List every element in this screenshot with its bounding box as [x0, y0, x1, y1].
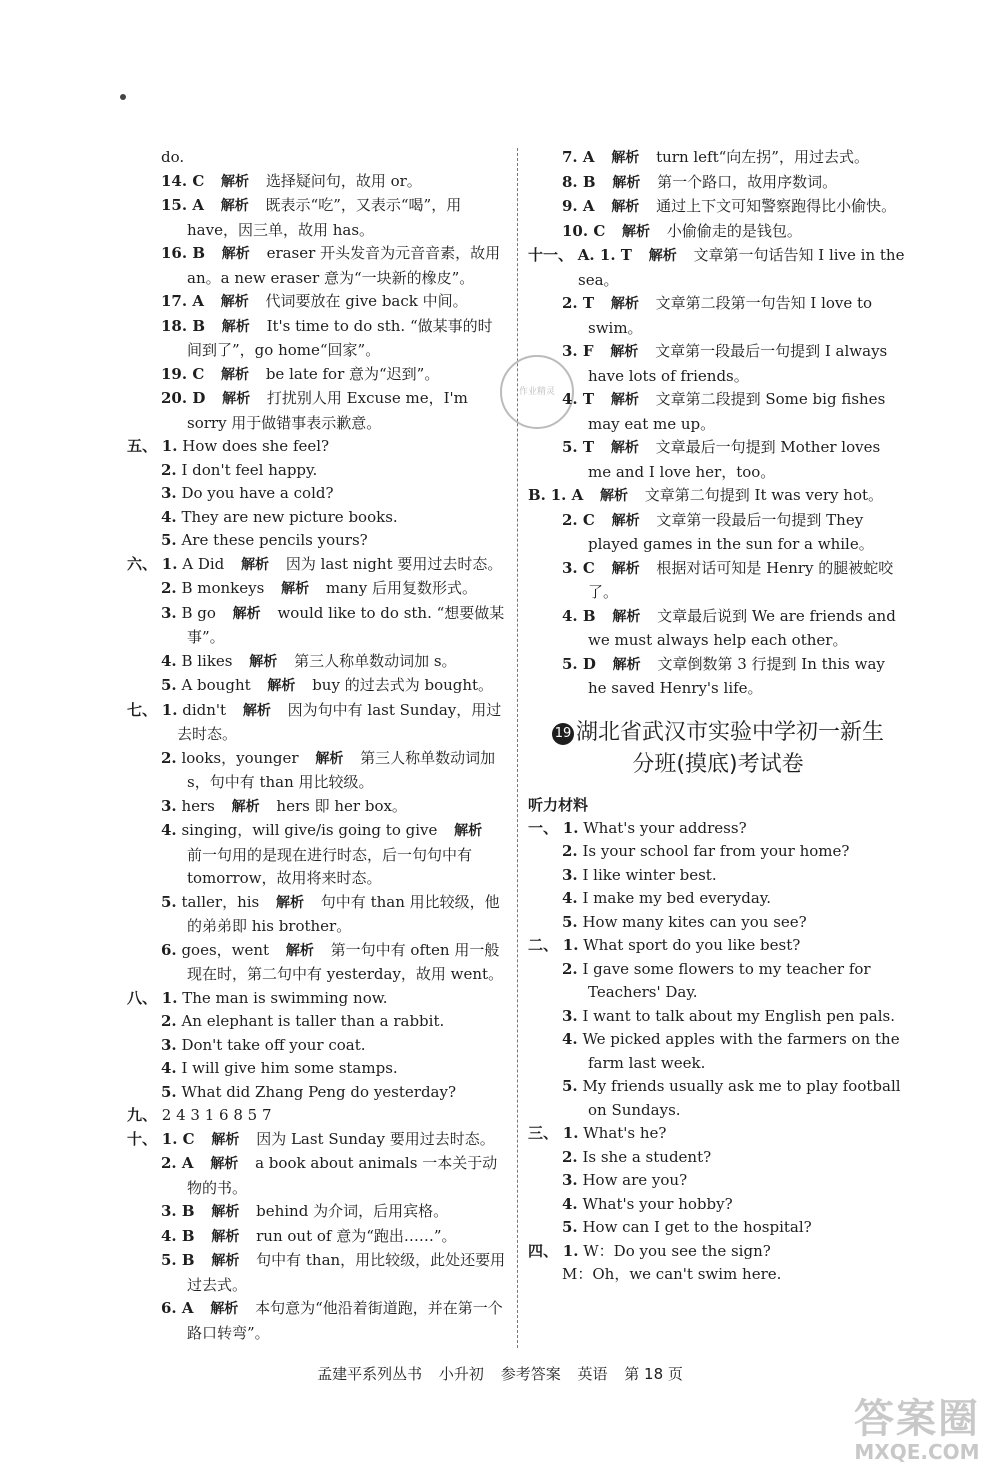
listening-list: [528, 817, 908, 1287]
analysis-text: 通过上下文可知警察跑得比小偷快。: [656, 197, 897, 215]
analysis-text: 文章第二段提到 Some big fishes may eat me up。: [588, 390, 886, 433]
analysis-label: 解析: [241, 556, 270, 573]
answer-number: 5.: [161, 1082, 177, 1101]
answer-item: [127, 1225, 507, 1250]
answer-number: 3. C: [562, 558, 595, 577]
analysis-text: 文章最后说到 We are friends and we must always help each other。: [588, 606, 896, 649]
analysis-text: 文章第一句话告知 I live in the sea。: [578, 246, 905, 289]
answer-text: I gave some flowers to my teacher for Teachers' Day.: [582, 959, 871, 1001]
answer-item: [528, 887, 908, 911]
answer-number: 2.: [161, 579, 177, 597]
answer-text: I want to talk about my English pen pals.: [582, 1006, 895, 1025]
left-column: [127, 146, 507, 1345]
answer-text: The man is swimming now.: [182, 988, 388, 1007]
analysis-label: 解析: [611, 150, 640, 166]
answer-section-label: 九、: [127, 1106, 158, 1124]
answer-text: didn't: [182, 700, 227, 719]
analysis-label: 解析: [211, 1204, 240, 1220]
answer-number: 2.: [161, 748, 177, 767]
answer-item: [528, 1193, 908, 1217]
column-divider: [517, 148, 519, 1348]
answer-section-label: 五、: [127, 437, 158, 455]
answer-item: [528, 436, 908, 484]
analysis-label: 解析: [221, 366, 250, 383]
answer-text: How many kites can you see?: [582, 912, 807, 931]
answer-item: [528, 388, 908, 436]
answer-item: [127, 1297, 507, 1345]
analysis-label: 解析: [611, 560, 640, 577]
answer-text: I like winter best.: [582, 865, 717, 884]
answer-text: singing，will give/is going to give: [181, 821, 438, 839]
listening-heading: 听力材料: [528, 795, 589, 814]
analysis-text: eraser 开头发音为元音音素，故用 an。a new eraser 意为“一块新的橡皮”。: [187, 244, 501, 287]
answer-number: 4.: [562, 889, 578, 907]
analysis-label: 解析: [611, 512, 640, 529]
footer-series: 孟建平系列丛书: [317, 1365, 423, 1383]
analysis-label: 解析: [221, 318, 250, 335]
answer-text: I will give him some stamps.: [181, 1059, 398, 1077]
answer-section-label: 七、: [127, 700, 158, 719]
answer-text: Is your school far from your home?: [582, 842, 850, 860]
answer-item: [127, 819, 507, 891]
answer-number: 4.: [161, 651, 177, 670]
answer-number: 1.: [562, 936, 579, 954]
analysis-text: 文章最后一句提到 Mother loves me and I love her，too。: [588, 438, 881, 481]
analysis-text: 第一句中有 often 用一般现在时，第二句中有 yesterday，故用 went。: [187, 940, 504, 983]
analysis-label: 解析: [612, 608, 641, 625]
footer-kind: 参考答案: [500, 1365, 561, 1383]
answer-number: 2.: [562, 959, 578, 978]
analysis-text: 前一句用的是现在进行时态，后一句句中有 tomorrow，故用将来时态。: [187, 845, 473, 887]
analysis-label: 解析: [285, 942, 314, 959]
analysis-text: many 后用复数形式。: [325, 579, 477, 597]
analysis-text: 文章倒数第 3 行提到 In this way he saved Henry's life。: [588, 654, 885, 697]
analysis-text: turn left“向左拐”，用过去式。: [656, 148, 869, 166]
analysis-label: 解析: [610, 392, 639, 408]
analysis-text: run out of 意为“跑出……”。: [256, 1226, 457, 1245]
answer-item: [127, 170, 507, 195]
answer-section-label: 十一、: [528, 246, 574, 264]
answer-text: How does she feel?: [182, 437, 330, 455]
answer-number: 4. T: [562, 390, 595, 408]
answer-number: 4.: [562, 1194, 578, 1213]
answer-text: What's your hobby?: [582, 1194, 733, 1213]
answer-section-label: 二、: [528, 936, 559, 954]
analysis-label: 解析: [221, 246, 250, 262]
answer-item: [127, 387, 507, 435]
analysis-label: 解析: [612, 656, 641, 673]
analysis-label: 解析: [281, 581, 310, 597]
answer-text: What's he?: [583, 1124, 667, 1142]
analysis-label: 解析: [610, 344, 639, 360]
answer-number: 4.: [161, 507, 177, 526]
answer-number: 2. C: [562, 510, 595, 529]
answer-number: 10. C: [562, 221, 606, 240]
analysis-text: 打扰别人用 Excuse me，I'm sorry 用于做错事表示歉意。: [187, 389, 468, 432]
answer-item: [127, 242, 507, 290]
answer-section-label: 十、: [127, 1129, 158, 1148]
answer-number: 5. D: [562, 654, 596, 673]
answer-number: 4.: [161, 821, 177, 839]
analysis-label: 解析: [276, 894, 305, 911]
answer-item: [528, 817, 908, 841]
answer-number: 1.: [161, 700, 178, 719]
answer-number: 17. A: [161, 292, 204, 310]
answer-item: [127, 1034, 507, 1058]
analysis-text: It's time to do sth. “做某事的时间到了”，go home“回家”。: [187, 316, 493, 359]
answer-number: 2.: [562, 1147, 578, 1166]
answer-section-label: 四、: [528, 1241, 559, 1260]
answer-item: [528, 934, 908, 958]
answer-text: I make my bed everyday.: [582, 889, 772, 907]
analysis-text: 因为 last night 要用过去时态。: [285, 554, 503, 573]
analysis-label: 解析: [222, 391, 251, 407]
answer-item: [127, 1010, 507, 1034]
watermark-logo: [854, 1397, 980, 1463]
answer-number: 5.: [161, 676, 177, 694]
answer-text: A bought: [181, 676, 251, 694]
scan-dot: [120, 94, 126, 100]
answer-text: What's your address?: [583, 818, 747, 837]
analysis-label: 解析: [210, 1301, 239, 1317]
answer-number: 3.: [161, 796, 177, 815]
answer-item: [127, 987, 507, 1011]
answer-number: 5. B: [161, 1251, 195, 1269]
answer-item: [528, 509, 908, 557]
answer-number: 18. B: [161, 316, 205, 335]
answer-number: 1.: [562, 1241, 579, 1260]
answer-item: [528, 1169, 908, 1193]
answer-number: 3.: [562, 865, 578, 884]
analysis-label: 解析: [612, 174, 641, 191]
analysis-label: 解析: [648, 248, 677, 264]
analysis-label: 解析: [220, 198, 249, 214]
answer-text: 2 4 3 1 6 8 5 7: [161, 1106, 272, 1124]
answer-item: [528, 1028, 908, 1075]
analysis-text: 文章第一段最后一句提到 I always have lots of friends。: [588, 342, 888, 385]
answer-number: 20. D: [161, 389, 206, 407]
answer-number: 5.: [161, 892, 177, 911]
answer-item: [127, 795, 507, 820]
analysis-text: 根据对话可知是 Henry 的腿被蛇咬了。: [588, 558, 894, 601]
answer-item: [127, 194, 507, 242]
answer-item: [127, 146, 507, 170]
analysis-text: a book about animals 一本关于动物的书。: [187, 1154, 498, 1197]
answer-number: 5. T: [562, 438, 595, 456]
analysis-label: 解析: [231, 798, 260, 815]
answer-number: 16. B: [161, 244, 205, 262]
answer-number: 4. B: [562, 606, 596, 625]
answer-text: They are new picture books.: [181, 507, 398, 526]
answer-item: [528, 911, 908, 935]
answer-number: 5.: [562, 912, 578, 931]
answer-item: [127, 602, 507, 650]
answer-text: Do you have a cold?: [181, 484, 334, 502]
answer-text: do.: [161, 148, 185, 166]
answer-text: What did Zhang Peng do yesterday?: [181, 1082, 457, 1101]
answer-item: [528, 958, 908, 1005]
analysis-text: 第三人称单数动词加 s。: [294, 651, 457, 670]
answer-item: [127, 747, 507, 795]
answer-section-label: B.: [528, 486, 546, 504]
answer-number: 9. A: [562, 197, 595, 215]
answer-number: 1.: [161, 437, 178, 455]
analysis-text: 句中有 than，用比较级，此处还要用过去式。: [187, 1251, 506, 1294]
answer-number: 6.: [161, 940, 177, 959]
analysis-text: 既表示“吃”，又表示“喝”，用 have，因三单，故用 has。: [187, 196, 462, 239]
analysis-text: 因为句中有 last Sunday，用过去时态。: [177, 700, 502, 743]
analysis-label: 解析: [610, 440, 639, 456]
answer-item: [528, 220, 908, 245]
footer-grade: 小升初: [438, 1365, 484, 1383]
answer-text: B go: [181, 603, 216, 622]
answer-text: B monkeys: [181, 579, 265, 597]
answer-item: [127, 315, 507, 363]
answer-number: A. 1. T: [577, 246, 632, 264]
answer-item: [528, 1146, 908, 1170]
analysis-text: hers 即 her box。: [276, 796, 407, 815]
answer-item: [528, 484, 908, 509]
answer-item: [528, 146, 908, 171]
analysis-text: 文章第一段最后一句提到 They played games in the sun for a while。: [588, 510, 874, 553]
answer-number: 5.: [562, 1218, 578, 1236]
answer-number: 2.: [161, 1012, 177, 1030]
answer-item: [528, 557, 908, 605]
exam-number-badge: 19: [552, 723, 574, 745]
answer-number: 3. B: [161, 1202, 195, 1220]
answer-text: We picked apples with the farmers on the farm last week.: [582, 1030, 900, 1072]
answer-text: Are these pencils yours?: [181, 531, 368, 549]
answer-item: [528, 171, 908, 196]
answer-number: 8. B: [562, 172, 596, 191]
analysis-text: be late for 意为“迟到”。: [265, 364, 440, 383]
answer-item: [127, 577, 507, 602]
exam-title: [528, 717, 908, 781]
answer-section-label: 一、: [528, 818, 559, 837]
answer-text: W：Do you see the sign?: [583, 1241, 771, 1260]
answer-number: 3. F: [562, 342, 594, 360]
answer-item: [127, 1128, 507, 1153]
answer-number: 1. C: [161, 1129, 195, 1148]
answer-text: A Did: [182, 554, 225, 573]
answer-number: 4.: [562, 1030, 578, 1048]
analysis-text: would like to do sth. “想要做某事”。: [187, 603, 505, 646]
analysis-text: 句中有 than 用比较级，他的弟弟即 his brother。: [187, 892, 500, 935]
answer-item: [127, 939, 507, 987]
answer-item: [528, 653, 908, 701]
answer-item: [127, 1200, 507, 1225]
answer-text: goes，went: [181, 940, 270, 959]
analysis-text: 第一个路口，故用序数词。: [657, 172, 838, 191]
answer-item: [127, 891, 507, 939]
analysis-label: 解析: [600, 488, 628, 504]
footer-page: 第 18 页: [624, 1365, 683, 1383]
answer-number: 4.: [161, 1059, 177, 1077]
answer-number: 3.: [161, 484, 177, 502]
analysis-label: 解析: [242, 702, 271, 719]
answer-item: [127, 1081, 507, 1105]
answer-number: 14. C: [161, 171, 205, 190]
analysis-label: 解析: [267, 678, 296, 694]
answer-item: [127, 1152, 507, 1200]
answer-text: taller，his: [181, 892, 260, 911]
analysis-label: 解析: [249, 653, 278, 670]
answer-number: 19. C: [161, 364, 205, 383]
analysis-text: 因为 Last Sunday 要用过去时态。: [256, 1129, 495, 1148]
answer-item: [528, 1005, 908, 1029]
answer-number: 2.: [562, 842, 578, 860]
answer-number: 1. A: [550, 486, 584, 504]
analysis-label: 解析: [210, 1156, 239, 1172]
answer-item: [528, 1240, 908, 1264]
answer-item: [127, 363, 507, 388]
answer-text: How are you?: [582, 1171, 688, 1189]
analysis-label: 解析: [221, 173, 250, 190]
analysis-label: 解析: [611, 199, 640, 215]
answer-item: [127, 529, 507, 553]
analysis-text: 代词要放在 give back 中间。: [265, 292, 468, 310]
answer-number: 2.: [161, 460, 177, 479]
answer-number: 1.: [562, 818, 579, 837]
answer-number: 4. B: [161, 1226, 195, 1245]
analysis-text: 小偷偷走的是钱包。: [666, 221, 802, 240]
answer-section-label: 六、: [127, 554, 158, 573]
analysis-label: 解析: [622, 223, 651, 240]
answer-item: [127, 506, 507, 530]
answer-item: [127, 435, 507, 459]
answer-list-top: [528, 146, 908, 701]
analysis-text: 文章第二句提到 It was very hot。: [644, 486, 884, 504]
answer-text: B likes: [181, 651, 233, 670]
analysis-label: 解析: [610, 296, 639, 312]
answer-item: [127, 699, 507, 747]
analysis-text: 本句意为“他沿着街道跑，并在第一个路口转弯”。: [187, 1299, 503, 1342]
analysis-label: 解析: [211, 1228, 240, 1245]
answer-number: 5.: [161, 531, 177, 549]
answer-text: hers: [181, 796, 215, 815]
answer-number: 7. A: [562, 148, 595, 166]
answer-item: [528, 840, 908, 864]
answer-number: 3.: [562, 1171, 578, 1189]
watermark-url: MXQE.COM: [854, 1440, 980, 1464]
analysis-label: 解析: [232, 605, 261, 622]
watermark-text: 答案圈: [854, 1396, 980, 1442]
analysis-label: 解析: [211, 1253, 240, 1269]
answer-text: M：Oh，we can't swim here.: [562, 1265, 782, 1283]
answer-text: My friends usually ask me to play football on Sundays.: [582, 1077, 901, 1119]
analysis-label: 解析: [315, 750, 344, 767]
analysis-text: 选择疑问句，故用 or。: [265, 171, 422, 190]
footer-subject: 英语: [577, 1365, 608, 1383]
answer-text: How can I get to the hospital?: [582, 1218, 812, 1236]
answer-number: 2. A: [161, 1154, 194, 1172]
answer-item: [528, 864, 908, 888]
answer-item: [528, 292, 908, 340]
answer-number: 1.: [562, 1124, 579, 1142]
answer-item: [528, 244, 908, 292]
seal-text: 作业精灵: [518, 387, 555, 397]
answer-item: [528, 340, 908, 388]
answer-item: [127, 482, 507, 506]
answer-item: [528, 1075, 908, 1122]
answer-number: 1.: [161, 554, 178, 573]
answer-number: 5.: [562, 1077, 578, 1095]
answer-number: 2. T: [562, 294, 595, 312]
answer-number: 15. A: [161, 196, 204, 214]
answer-item: [528, 605, 908, 653]
analysis-text: behind 为介词，后用宾格。: [256, 1202, 449, 1220]
answer-item: [127, 290, 507, 315]
exam-title-line2: 分班(摸底)考试卷: [632, 751, 804, 777]
answer-number: 3.: [161, 603, 177, 622]
answer-item: [127, 650, 507, 675]
analysis-text: 第三人称单数动词加 s，句中有 than 用比较级。: [187, 748, 496, 791]
answer-item: [528, 1122, 908, 1146]
exam-title-line1: 湖北省武汉市实验中学初一新生: [575, 719, 884, 745]
right-column: [528, 146, 908, 1287]
answer-number: 6. A: [161, 1299, 194, 1317]
analysis-label: 解析: [211, 1131, 240, 1148]
answer-text: I don't feel happy.: [181, 460, 318, 479]
answer-text: Don't take off your coat.: [181, 1035, 366, 1054]
answer-item: [528, 1263, 908, 1287]
page-footer: [0, 1363, 1000, 1384]
analysis-label: 解析: [454, 823, 483, 839]
answer-item: [528, 1216, 908, 1240]
answer-number: 3.: [161, 1035, 177, 1054]
answer-number: 1.: [161, 988, 178, 1007]
answer-item: [127, 553, 507, 578]
answer-item: [127, 459, 507, 483]
answer-item: [127, 1057, 507, 1081]
answer-item: [127, 1249, 507, 1297]
answer-item: [127, 674, 507, 699]
answer-section-label: 三、: [528, 1124, 559, 1142]
answer-text: Is she a student?: [582, 1147, 712, 1166]
answer-text: An elephant is taller than a rabbit.: [181, 1012, 445, 1030]
answer-section-label: 八、: [127, 988, 158, 1007]
analysis-text: buy 的过去式为 bought。: [312, 676, 494, 694]
answer-text: What sport do you like best?: [583, 936, 801, 954]
analysis-label: 解析: [220, 294, 249, 310]
answer-text: looks，younger: [181, 748, 299, 767]
answer-number: 3.: [562, 1006, 578, 1025]
answer-item: [528, 195, 908, 220]
answer-item: [127, 1104, 507, 1128]
analysis-text: 文章第二段第一句告知 I love to swim。: [588, 294, 873, 337]
